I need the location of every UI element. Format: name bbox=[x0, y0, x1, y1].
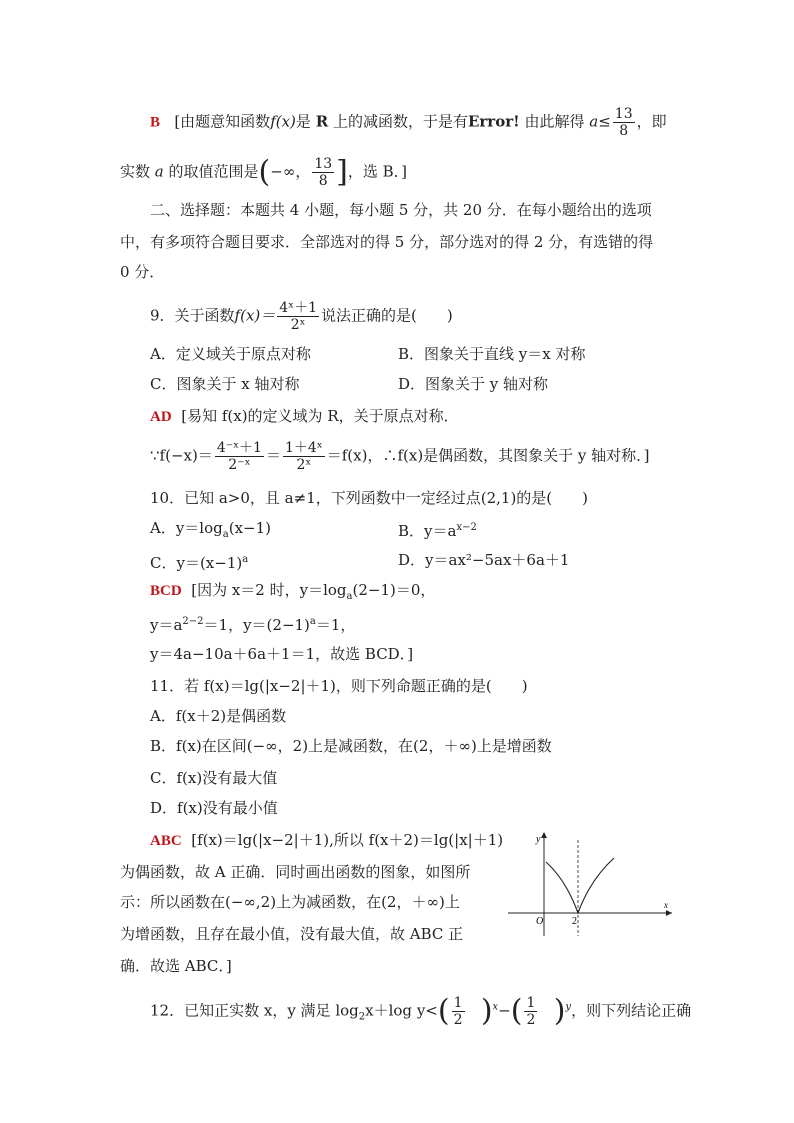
q10-sup: a bbox=[242, 554, 249, 565]
q9-option-d: D．图象关于 y 轴对称 bbox=[398, 375, 549, 393]
q11-stem: 11．若 f(x)＝lg(|x−2|＋1)，则下列命题正确的是( ) bbox=[150, 677, 528, 695]
q9-frac-2 bbox=[283, 440, 325, 473]
q8-text: 的取值范围是 bbox=[168, 162, 259, 181]
q10-sup: x−2 bbox=[456, 522, 477, 533]
q10-solution-1 bbox=[150, 580, 435, 607]
q10-text: (x−1) bbox=[228, 519, 271, 537]
q12-sup: y bbox=[565, 1001, 572, 1013]
frac-den: 8 bbox=[318, 173, 328, 189]
q8-var: a bbox=[154, 162, 164, 181]
q8-fraction-2 bbox=[312, 156, 334, 189]
frac-num: 1 bbox=[526, 995, 536, 1011]
q11-solution-3: 示：所以函数在(−∞,2)上为减函数，在(2，＋∞)上 bbox=[120, 893, 460, 911]
graph-y-label: y bbox=[536, 834, 541, 845]
frac-num: 4⁻ˣ＋1 bbox=[216, 440, 262, 456]
q9-option-a: A．定义域关于原点对称 bbox=[150, 345, 311, 363]
frac-den: 2ˣ bbox=[296, 457, 312, 473]
q8-fraction bbox=[613, 106, 635, 139]
q9-fx: f(x)＝ bbox=[234, 306, 276, 325]
frac-num: 13 bbox=[314, 156, 333, 172]
q11-solution-2: 为偶函数，故 A 正确．同时画出函数的图象，如图所 bbox=[120, 863, 471, 881]
frac-num: 4ˣ＋1 bbox=[279, 300, 318, 316]
graph-tick-label: 2 bbox=[572, 916, 577, 927]
q12-frac-1 bbox=[452, 995, 465, 1028]
q10-option-c bbox=[150, 550, 248, 573]
q9-frac-1 bbox=[215, 440, 264, 473]
section2-line1: 二、选择题：本题共 4 小题，每小题 5 分，共 20 分．在每小题给出的选项 bbox=[150, 201, 652, 219]
q8-answer-label: B bbox=[150, 114, 161, 131]
q8-text: 上的减函数，于是有 bbox=[332, 112, 468, 131]
q11-function-graph bbox=[506, 828, 676, 938]
q9-text: ＝f(x)，∴f(x)是偶函数，其图象关于 y 轴对称．] bbox=[326, 446, 650, 465]
q8-error-text: Error! bbox=[467, 112, 520, 131]
q11-option-d: D．f(x)没有最小值 bbox=[150, 799, 278, 817]
frac-den: 2 bbox=[526, 1012, 536, 1028]
q12-stem: 12．已知正实数 x，y 满足 $\log_2x+\log$ y<( $\frac{1}{2}$ )$^x$−( $\frac{1}{2}$ )$^y$，则下列结论正确 bbox=[150, 993, 692, 1029]
q10-sup: 2−2 bbox=[182, 616, 204, 627]
q8-text: ，即 bbox=[636, 112, 667, 131]
graph-x-label: x bbox=[664, 900, 668, 910]
q8-range-left: −∞， bbox=[270, 162, 311, 181]
q10-option-a bbox=[150, 518, 271, 545]
q10-sub: a bbox=[222, 529, 229, 540]
q10-stem: 10．已知 a>0，且 a≠1，下列函数中一定经过点(2,1)的是( ) bbox=[150, 489, 588, 507]
q9-solution-1 bbox=[150, 406, 459, 427]
section2-line3: 0 分． bbox=[120, 263, 165, 281]
q8-text: 实数 bbox=[120, 162, 151, 181]
q8-a-le: a≤ bbox=[589, 112, 611, 131]
q9-option-c: C．图象关于 x 轴对称 bbox=[150, 375, 300, 393]
q11-answer-label: ABC bbox=[150, 833, 182, 849]
q12-text: ，则下列结论正确 bbox=[571, 1001, 692, 1020]
q8-text: 是 bbox=[295, 112, 311, 131]
q11-solution-4: 为增函数，且存在最小值，没有最大值，故 ABC 正 bbox=[120, 925, 464, 943]
q12-minus: − bbox=[498, 1001, 511, 1020]
q12-sup: x bbox=[492, 1001, 499, 1013]
frac-num: 1 bbox=[453, 995, 463, 1011]
q8-line2: 实数 a 的取值范围是(−∞， $\frac{13}{8}$ ]，选 B．] bbox=[120, 154, 408, 190]
q12-sub: 2 bbox=[358, 1011, 366, 1023]
q8-text: [由题意知函数 bbox=[174, 112, 271, 131]
x-axis-arrow bbox=[666, 910, 672, 916]
q10-text: [因为 x＝2 时，y＝log bbox=[191, 581, 347, 599]
q10-solution-2 bbox=[150, 612, 355, 635]
q9-fraction bbox=[277, 300, 319, 333]
frac-num: 1＋4ˣ bbox=[284, 440, 323, 456]
q9-solution-2 bbox=[150, 440, 650, 473]
q9-text: 说法正确的是( ) bbox=[321, 306, 453, 325]
q10-text: y＝a bbox=[150, 616, 183, 634]
y-axis-arrow bbox=[541, 832, 547, 838]
q9-option-b: B．图象关于直线 y＝x 对称 bbox=[398, 345, 586, 363]
q12-text: y< bbox=[416, 1001, 438, 1020]
q12-text: x＋log bbox=[365, 1001, 413, 1020]
q8-text: ，选 B．] bbox=[347, 162, 408, 181]
q10-option-d: D．y＝ax²−5ax＋6a＋1 bbox=[398, 551, 570, 569]
q8-R: R bbox=[315, 112, 329, 131]
section2-line2: 中，有多项符合题目要求．全部选对的得 5 分，部分选对的得 2 分，有选错的得 bbox=[120, 233, 654, 251]
function-curve bbox=[546, 858, 614, 913]
q11-solution-5: 确．故选 ABC．] bbox=[120, 957, 232, 975]
q10-solution-3: y＝4a−10a＋6a＋1＝1，故选 BCD．] bbox=[150, 645, 414, 663]
q10-text: C．y＝(x−1) bbox=[150, 554, 243, 572]
q9-eq: ＝ bbox=[265, 446, 281, 465]
q8-fx: f(x) bbox=[270, 112, 296, 131]
q11-option-c: C．f(x)没有最大值 bbox=[150, 769, 278, 787]
q10-sup: a bbox=[309, 616, 316, 627]
q9-text: [易知 f(x)的定义域为 R，关于原点对称． bbox=[181, 407, 459, 425]
q9-stem bbox=[150, 300, 453, 333]
q11-option-a: A．f(x＋2)是偶函数 bbox=[150, 707, 287, 725]
q9-answer-label: AD bbox=[150, 409, 172, 425]
q10-text: ＝1， bbox=[315, 616, 356, 634]
frac-num: 13 bbox=[614, 106, 633, 122]
q10-sub: a bbox=[346, 591, 353, 602]
q10-text: A．y＝log bbox=[150, 519, 223, 537]
q9-text: 9．关于函数 bbox=[150, 306, 235, 325]
q11-solution-1 bbox=[150, 830, 503, 851]
frac-den: 2 bbox=[453, 1012, 463, 1028]
q9-text: ∵f(−x)＝ bbox=[150, 446, 213, 465]
q12-text: 12．已知正实数 x，y 满足 log bbox=[150, 1001, 359, 1020]
q10-option-b bbox=[398, 518, 477, 541]
q12-frac-2 bbox=[524, 995, 537, 1028]
q10-text: (2−1)＝0， bbox=[352, 581, 436, 599]
q11-option-b: B．f(x)在区间(−∞，2)上是减函数，在(2，＋∞)上是增函数 bbox=[150, 737, 552, 755]
q10-text: ＝1，y＝(2−1) bbox=[203, 616, 310, 634]
frac-den: 2ˣ bbox=[290, 317, 306, 333]
q11-text: [f(x)＝lg(|x−2|＋1),所以 f(x＋2)＝lg(|x|＋1) bbox=[191, 831, 504, 849]
q10-text: B．y＝a bbox=[398, 522, 457, 540]
q10-answer-label: BCD bbox=[150, 583, 182, 599]
graph-origin-label: O bbox=[536, 916, 544, 927]
q8-line1 bbox=[150, 106, 667, 139]
frac-den: 2⁻ˣ bbox=[228, 457, 251, 473]
frac-den: 8 bbox=[619, 123, 629, 139]
q8-text: 由此解得 bbox=[524, 112, 585, 131]
